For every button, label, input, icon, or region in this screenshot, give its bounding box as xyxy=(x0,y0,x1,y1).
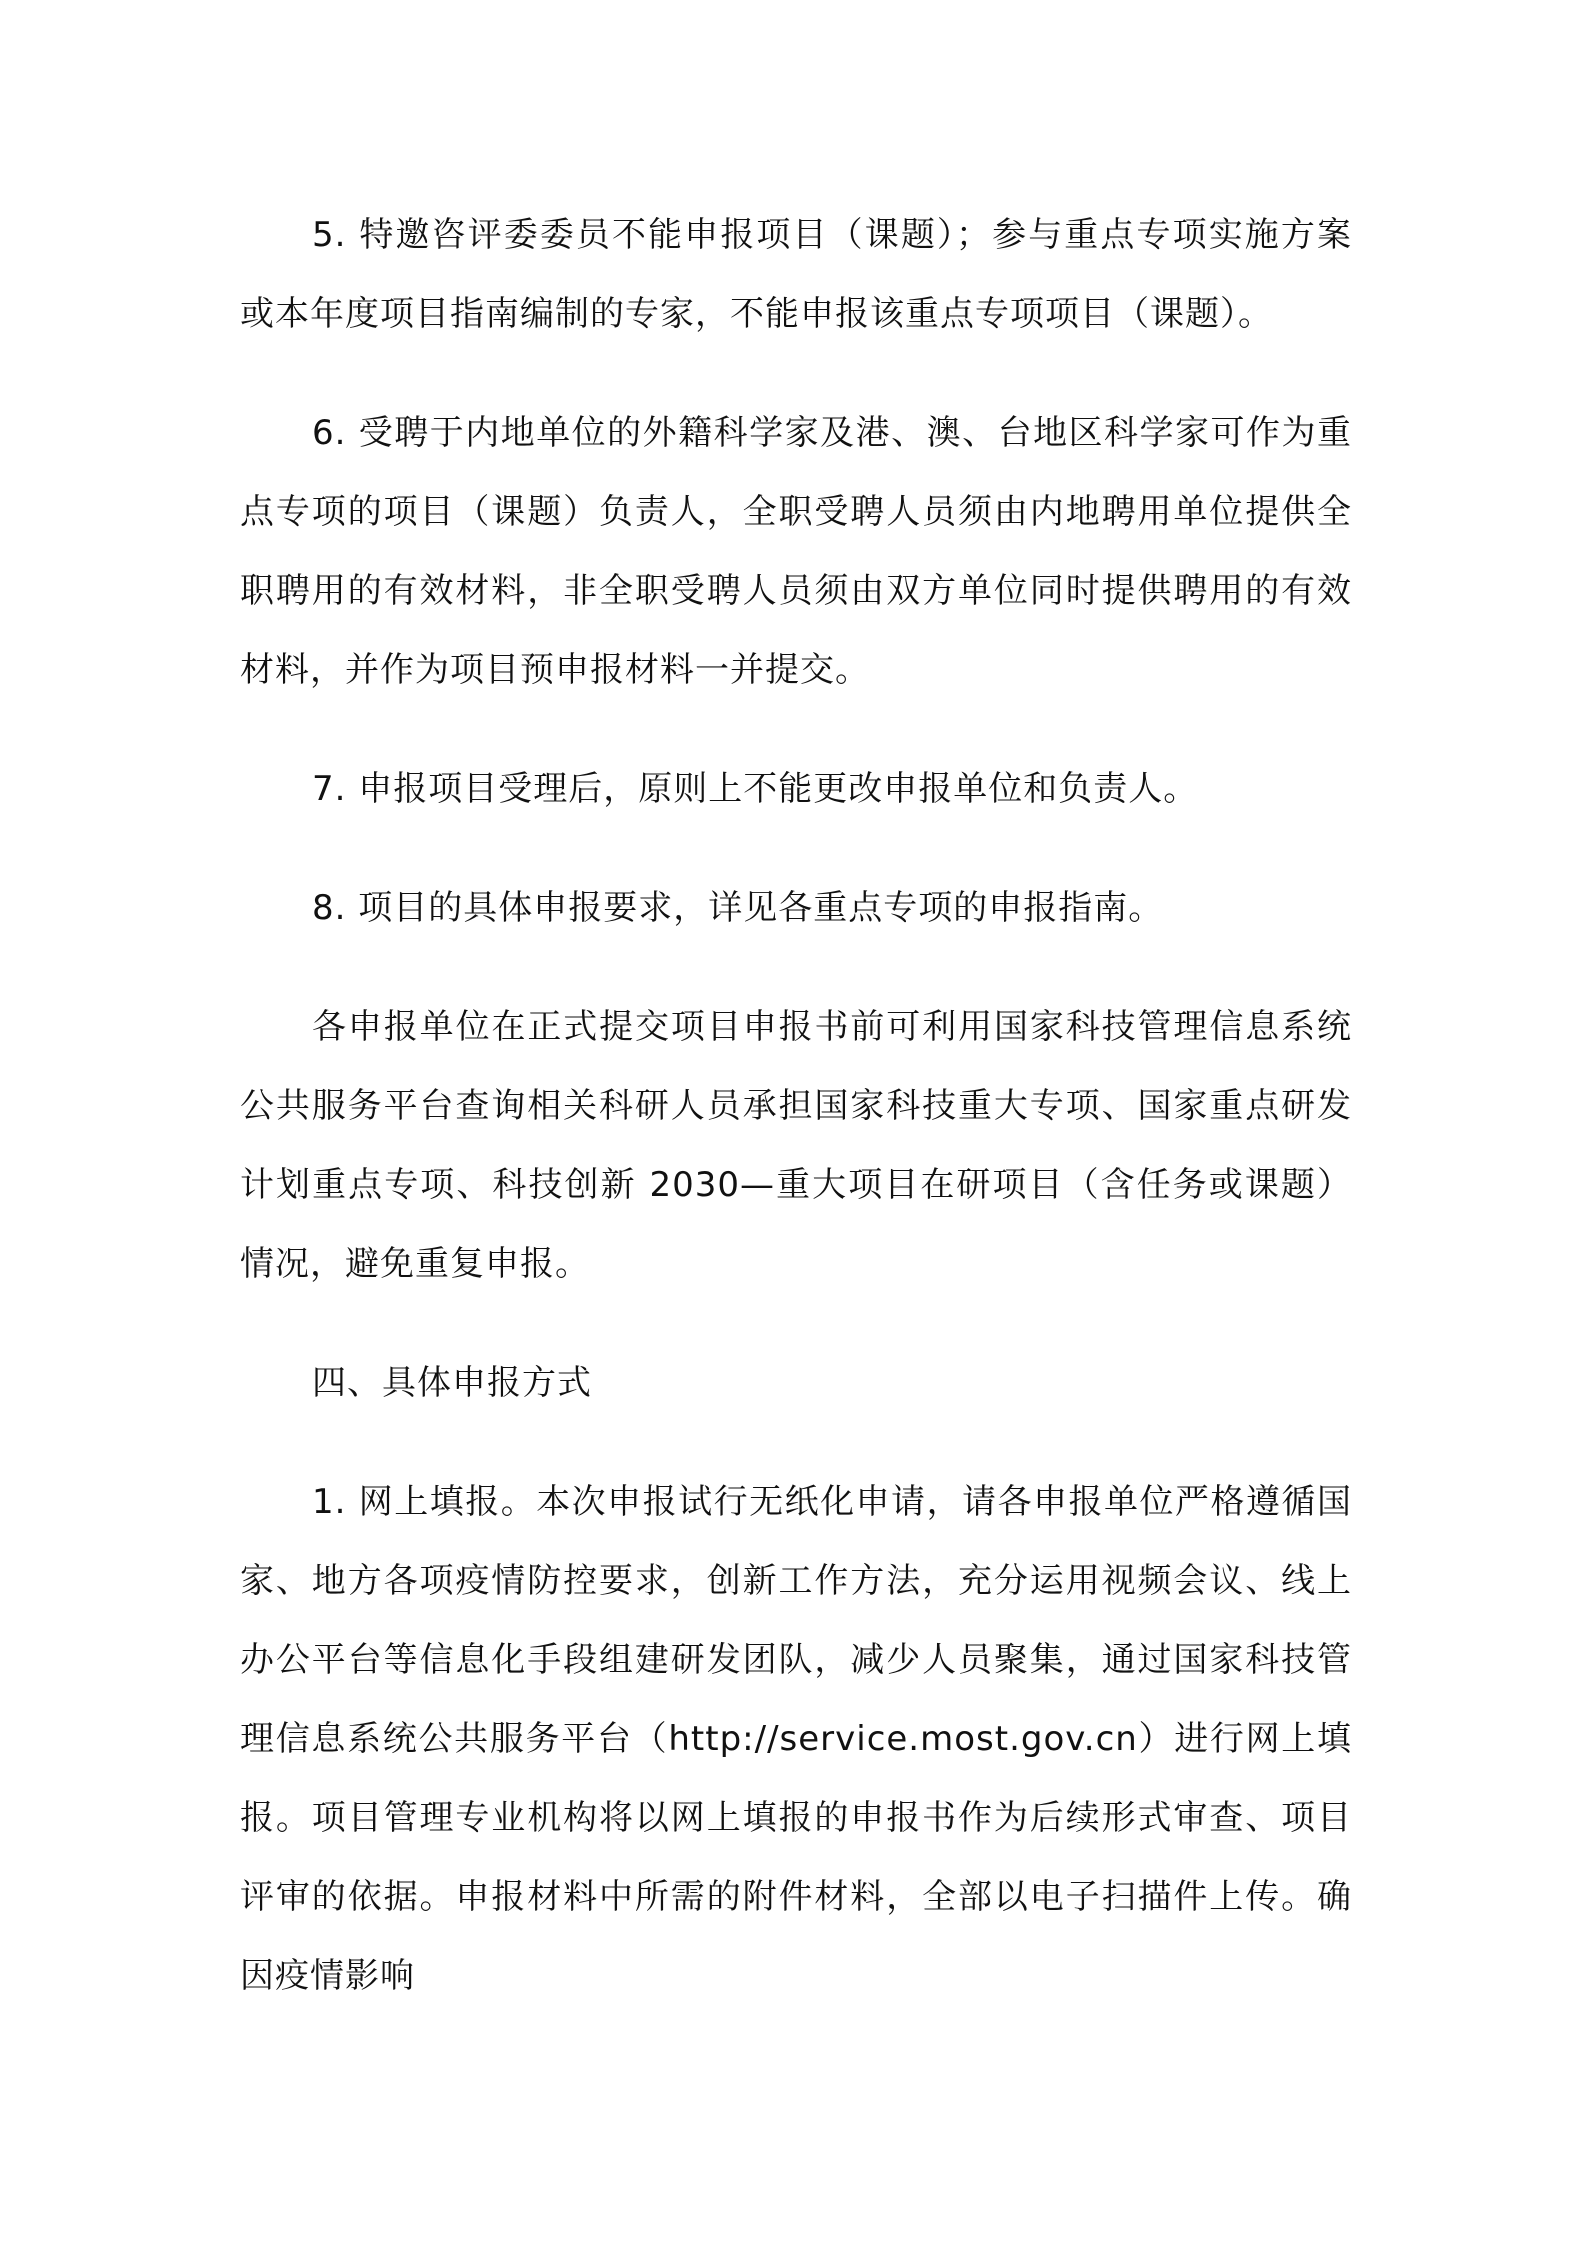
document-body xyxy=(240,196,1352,2056)
paragraph-item-6: 6. 受聘于内地单位的外籍科学家及港、澳、台地区科学家可作为重点专项的项目（课题）负责人，全职受聘人员须由内地聘用单位提供全职聘用的有效材料，非全职受聘人员须由双方单位同时提供聘用的有效材料，并作为项目预申报材料一并提交。 xyxy=(240,413,1352,690)
section-heading-application-method: 四、具体申报方式 xyxy=(312,1363,592,1403)
paragraph-item-8: 8. 项目的具体申报要求，详见各重点专项的申报指南。 xyxy=(312,888,1164,928)
paragraph-online-filing: 1. 网上填报。本次申报试行无纸化申请，请各申报单位严格遵循国家、地方各项疫情防控要求，创新工作方法，充分运用视频会议、线上办公平台等信息化手段组建研发团队，减少人员聚集，通过国家科技管理信息系统公共服务平台（http://service.most.gov.cn）进行网上填报。项目管理专业机构将以网上填报的申报书作为后续形式审查、项目评审的依据。申报材料中所需的附件材料，全部以电子扫描件上传。确因疫情影响 xyxy=(240,1482,1352,1996)
paragraph-item-5: 5. 特邀咨评委委员不能申报项目（课题）；参与重点专项实施方案或本年度项目指南编制的专家，不能申报该重点专项项目（课题）。 xyxy=(240,215,1352,334)
paragraph-item-7: 7. 申报项目受理后，原则上不能更改申报单位和负责人。 xyxy=(312,769,1199,809)
paragraph-duplicate-check: 各申报单位在正式提交项目申报书前可利用国家科技管理信息系统公共服务平台查询相关科研人员承担国家科技重大专项、国家重点研发计划重点专项、科技创新 2030—重大项目在研项目（含任务或课题）情况，避免重复申报。 xyxy=(240,1007,1352,1284)
